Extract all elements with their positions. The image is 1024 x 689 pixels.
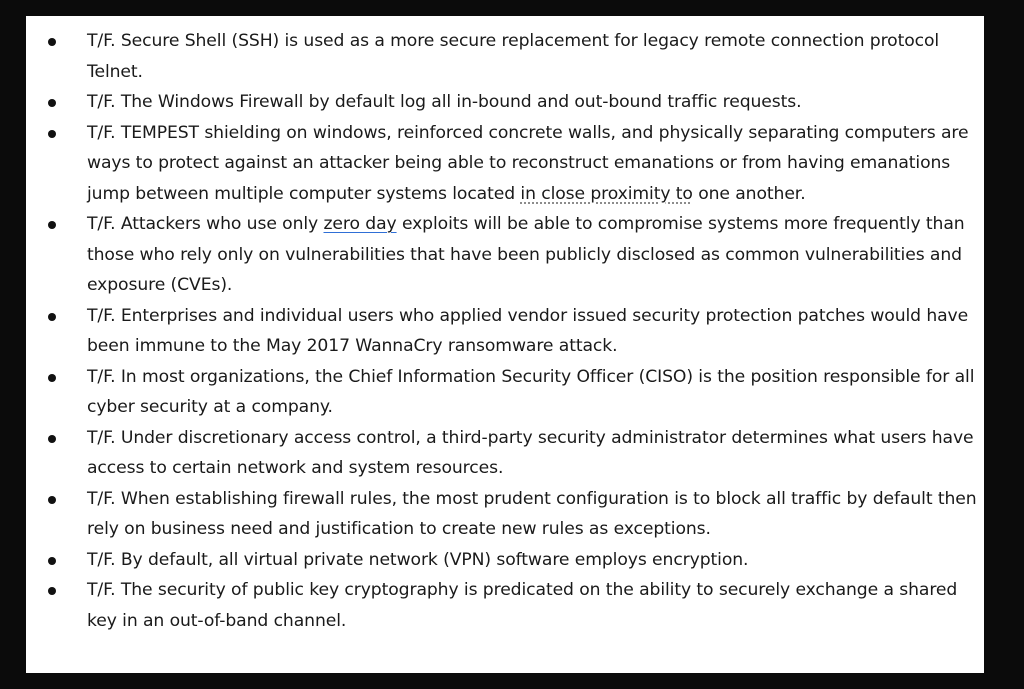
list-item [26, 301, 984, 362]
question-text: T/F. Attackers who use only [87, 214, 324, 234]
list-item [26, 545, 984, 576]
question-text: T/F. In most organizations, the Chief Information Security Officer (CISO) is the position responsible for all cyber security at a company. [87, 366, 975, 417]
list-item [26, 423, 984, 484]
grammar-flagged-phrase: in close proximity to [520, 183, 693, 204]
question-text: exploits will be able to compromise systems more frequently than those who rely only on vulnerabilities that have been publicly disclosed as common vulnerabilities and exposure (CVEs). [87, 214, 965, 295]
document-page [26, 16, 984, 673]
question-text: T/F. The security of public key cryptography is predicated on the ability to securely exchange a shared key in an out-of-band channel. [87, 580, 958, 631]
bullet-icon [48, 313, 56, 321]
bullet-icon [48, 435, 56, 443]
spelling-flagged-phrase: zero day [323, 214, 397, 234]
bullet-icon [48, 130, 56, 138]
list-item [26, 362, 984, 423]
list-item [26, 484, 984, 545]
true-false-question-list [26, 26, 984, 636]
list-item [26, 26, 984, 87]
list-item [26, 209, 984, 301]
question-text: one another. [692, 183, 806, 204]
bullet-icon [48, 374, 56, 382]
question-text: T/F. Secure Shell (SSH) is used as a more secure replacement for legacy remote connection protocol Telnet. [87, 31, 940, 82]
question-text: T/F. When establishing firewall rules, the most prudent configuration is to block all traffic by default then rely on business need and justification to create new rules as exceptions. [87, 488, 977, 539]
list-item [26, 575, 984, 636]
question-text: T/F. TEMPEST shielding on windows, reinforced concrete walls, and physically separating computers are ways to protect against an attacker being able to reconstruct emanations or from having emanations jump between multiple computer systems located [87, 122, 969, 204]
bullet-icon [48, 496, 56, 504]
bullet-icon [48, 557, 56, 565]
question-text: T/F. Enterprises and individual users who applied vendor issued security protection patches would have been immune to the May 2017 WannaCry ransomware attack. [87, 305, 969, 356]
list-item [26, 87, 984, 118]
bullet-icon [48, 587, 56, 595]
question-text: T/F. Under discretionary access control, a third-party security administrator determines what users have access to certain network and system resources. [87, 427, 974, 478]
bullet-icon [48, 99, 56, 107]
list-item [26, 118, 984, 210]
question-text: T/F. By default, all virtual private network (VPN) software employs encryption. [87, 549, 749, 570]
question-text: T/F. The Windows Firewall by default log all in-bound and out-bound traffic requests. [87, 92, 802, 112]
bullet-icon [48, 38, 56, 46]
bullet-icon [48, 221, 56, 229]
